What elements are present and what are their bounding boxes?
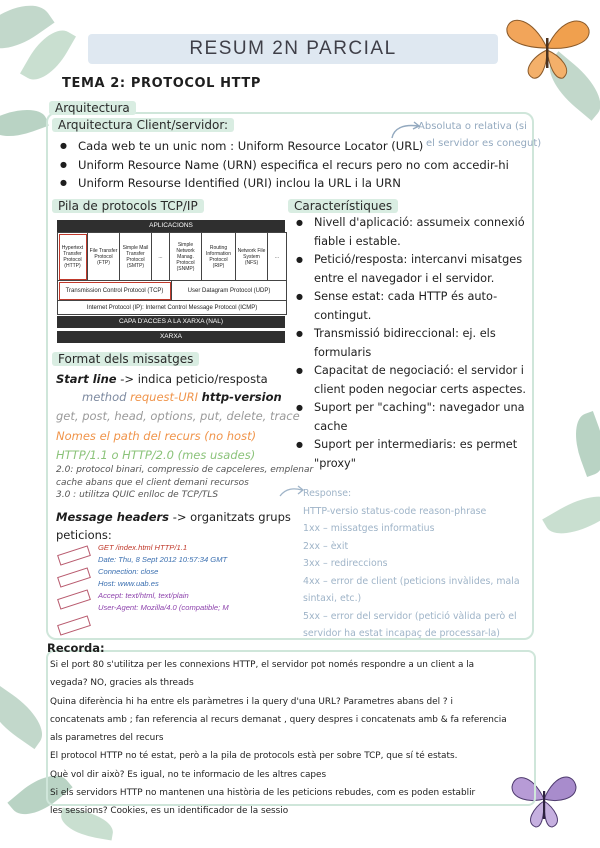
stack-app-cell: ...	[152, 233, 170, 281]
format-label: Format dels missatges	[52, 352, 199, 366]
note-line: Què vol dir això? Es igual, no te informacio de les altres capes	[50, 769, 327, 780]
http-methods: get, post, head, options, put, delete, trace	[56, 409, 300, 423]
start-line-syntax: method request-URI http-version	[82, 390, 282, 404]
page-title: RESUM 2N PARCIAL	[189, 38, 397, 59]
stack-ip-row	[57, 300, 287, 315]
stack-app-cell: Simple Network Manag. Protocol (SNMP)	[170, 233, 202, 281]
note-line: als parametres del recurs	[50, 733, 164, 744]
protocol-stack-diagram	[57, 220, 285, 345]
recorda-notes	[50, 656, 530, 821]
butterfly-icon	[503, 8, 593, 88]
arrow-icon	[278, 484, 306, 500]
http-versions: HTTP/1.1 o HTTP/2.0 (mes usades)	[56, 448, 256, 462]
url-aside-note: Absoluta o relativa (si el servidor es conegut)	[418, 121, 542, 149]
stack-apps-row	[57, 232, 287, 282]
message-headers: Message headers -> organitzats grups	[56, 510, 291, 524]
request-example: GET /index.html HTTP/1.1 Date: Thu, 8 Sept 2012 10:57:34 GMT Connection: close Host: www.uab.es Accept: text/html, text/plain User-Agent: Mozilla/4.0 (compatible; M	[98, 543, 229, 612]
path-note: Nomes el path del recurs (no host)	[56, 429, 257, 443]
list-item: ● Uniform Resource Name (URN) especifica el recurs pero no com accedir-hi	[60, 156, 509, 175]
list-item: ● Suport per intermediaris: es permet "proxy"	[296, 436, 526, 473]
list-item: ● Petició/resposta: intercanvi misatges entre el navegador i el servidor.	[296, 251, 526, 288]
stack-udp-cell: User Datagram Protocol (UDP)	[187, 288, 271, 294]
stack-app-cell: Routing Information Protocol (RIP)	[202, 233, 236, 281]
stack-nal: CAPA D'ACCES A LA XARXA (NAL)	[57, 316, 285, 328]
stack-app-cell: Network File System (NFS)	[236, 233, 268, 281]
leaf-decoration	[542, 485, 600, 546]
note-line: les sessions? Cookies, es un identificador de la sessio	[50, 806, 289, 817]
note-line: Quina diferència hi ha entre els paràmetres i la query d'una URL? Parametres abans del ? i	[50, 696, 453, 707]
note-line: El protocol HTTP no té estat, però a la pila de protocols està per sobre TCP, que sí té estats.	[50, 751, 458, 762]
list-item: ● Cada web te un unic nom : Uniform Resource Locator (URL)	[60, 137, 509, 156]
leaf-decoration	[0, 101, 49, 145]
list-item: ● Sense estat: cada HTTP és auto- contingut.	[296, 288, 526, 325]
list-item: ● Nivell d'aplicació: assumeix connexió fiable i estable.	[296, 214, 526, 251]
stack-ip-cell: Internet Protocol (IP): Internet Control Message Protocol (ICMP)	[86, 304, 258, 311]
characteristics-label: Característiques	[288, 199, 398, 213]
message-headers-cont: peticions:	[56, 528, 112, 542]
stack-transport-row	[57, 280, 287, 302]
stack-app-cell: Hypertext Transfer Protocol (HTTP)	[58, 233, 88, 281]
list-item: ● Uniform Resourse Identified (URI) inclou la URL i la URN	[60, 174, 509, 193]
note-line: concatenats amb ; fan referencia al recurs demanat , query despres i concatenats amb & fa referencia	[50, 714, 507, 725]
note-line: vegada? NO, gracies als threads	[50, 678, 194, 689]
stack-app-cell: Simple Mail Transfer Protocol (SMTP)	[120, 233, 152, 281]
leaf-decoration	[0, 683, 53, 749]
response-codes: Response: HTTP-versio status-code reason-phrase 1xx – missatges informatius 2xx – èxit 3xx – redireccions 4xx – error de client (peticions invàlides, mala sintaxi, etc.) 5xx – error del servidor (petició vàlida però el servidor ha estat incapaç de processar-la)	[303, 488, 520, 639]
client-server-label: Arquitectura Client/servidor:	[52, 118, 234, 132]
arrow-icon	[388, 120, 422, 142]
topic-heading: TEMA 2: PROTOCOL HTTP	[62, 76, 261, 91]
characteristics-list	[296, 214, 526, 473]
section-label-arquitectura: Arquitectura	[49, 97, 136, 116]
note-line: Si el port 80 s'utilitza per les connexions HTTP, el servidor pot només respondre a un client a la	[50, 660, 475, 670]
note-line: Si els servidors HTTP no mantenen una història de les peticions rebudes, com es poden establir	[50, 788, 476, 799]
recorda-label: Recorda:	[47, 641, 105, 655]
stack-app-cell: ...	[274, 254, 280, 260]
versions-note: 2.0: protocol binari, compressio de capceleres, emplenar cache abans que el client demani recursos 3.0 : utilitza QUIC enlloc de TCP/TLS	[56, 465, 314, 500]
list-item: ● Suport per "caching": navegador una cache	[296, 399, 526, 436]
start-line: Start line -> indica peticio/resposta	[56, 372, 268, 386]
stack-label: Pila de protocols TCP/IP	[52, 199, 204, 213]
stack-tcp-cell: Transmission Control Protocol (TCP)	[58, 281, 172, 301]
stack-xarxa: XARXA	[57, 331, 285, 343]
leaf-decoration	[567, 411, 600, 477]
list-item: ● Capacitat de negociació: el servidor i client poden negociar certs aspectes.	[296, 362, 526, 399]
stack-applications: APLICACIONS	[57, 220, 285, 232]
stack-app-cell: File Transfer Protocol (FTP)	[88, 233, 120, 281]
list-item: ● Transmissió bidireccional: ej. els formularis	[296, 325, 526, 362]
